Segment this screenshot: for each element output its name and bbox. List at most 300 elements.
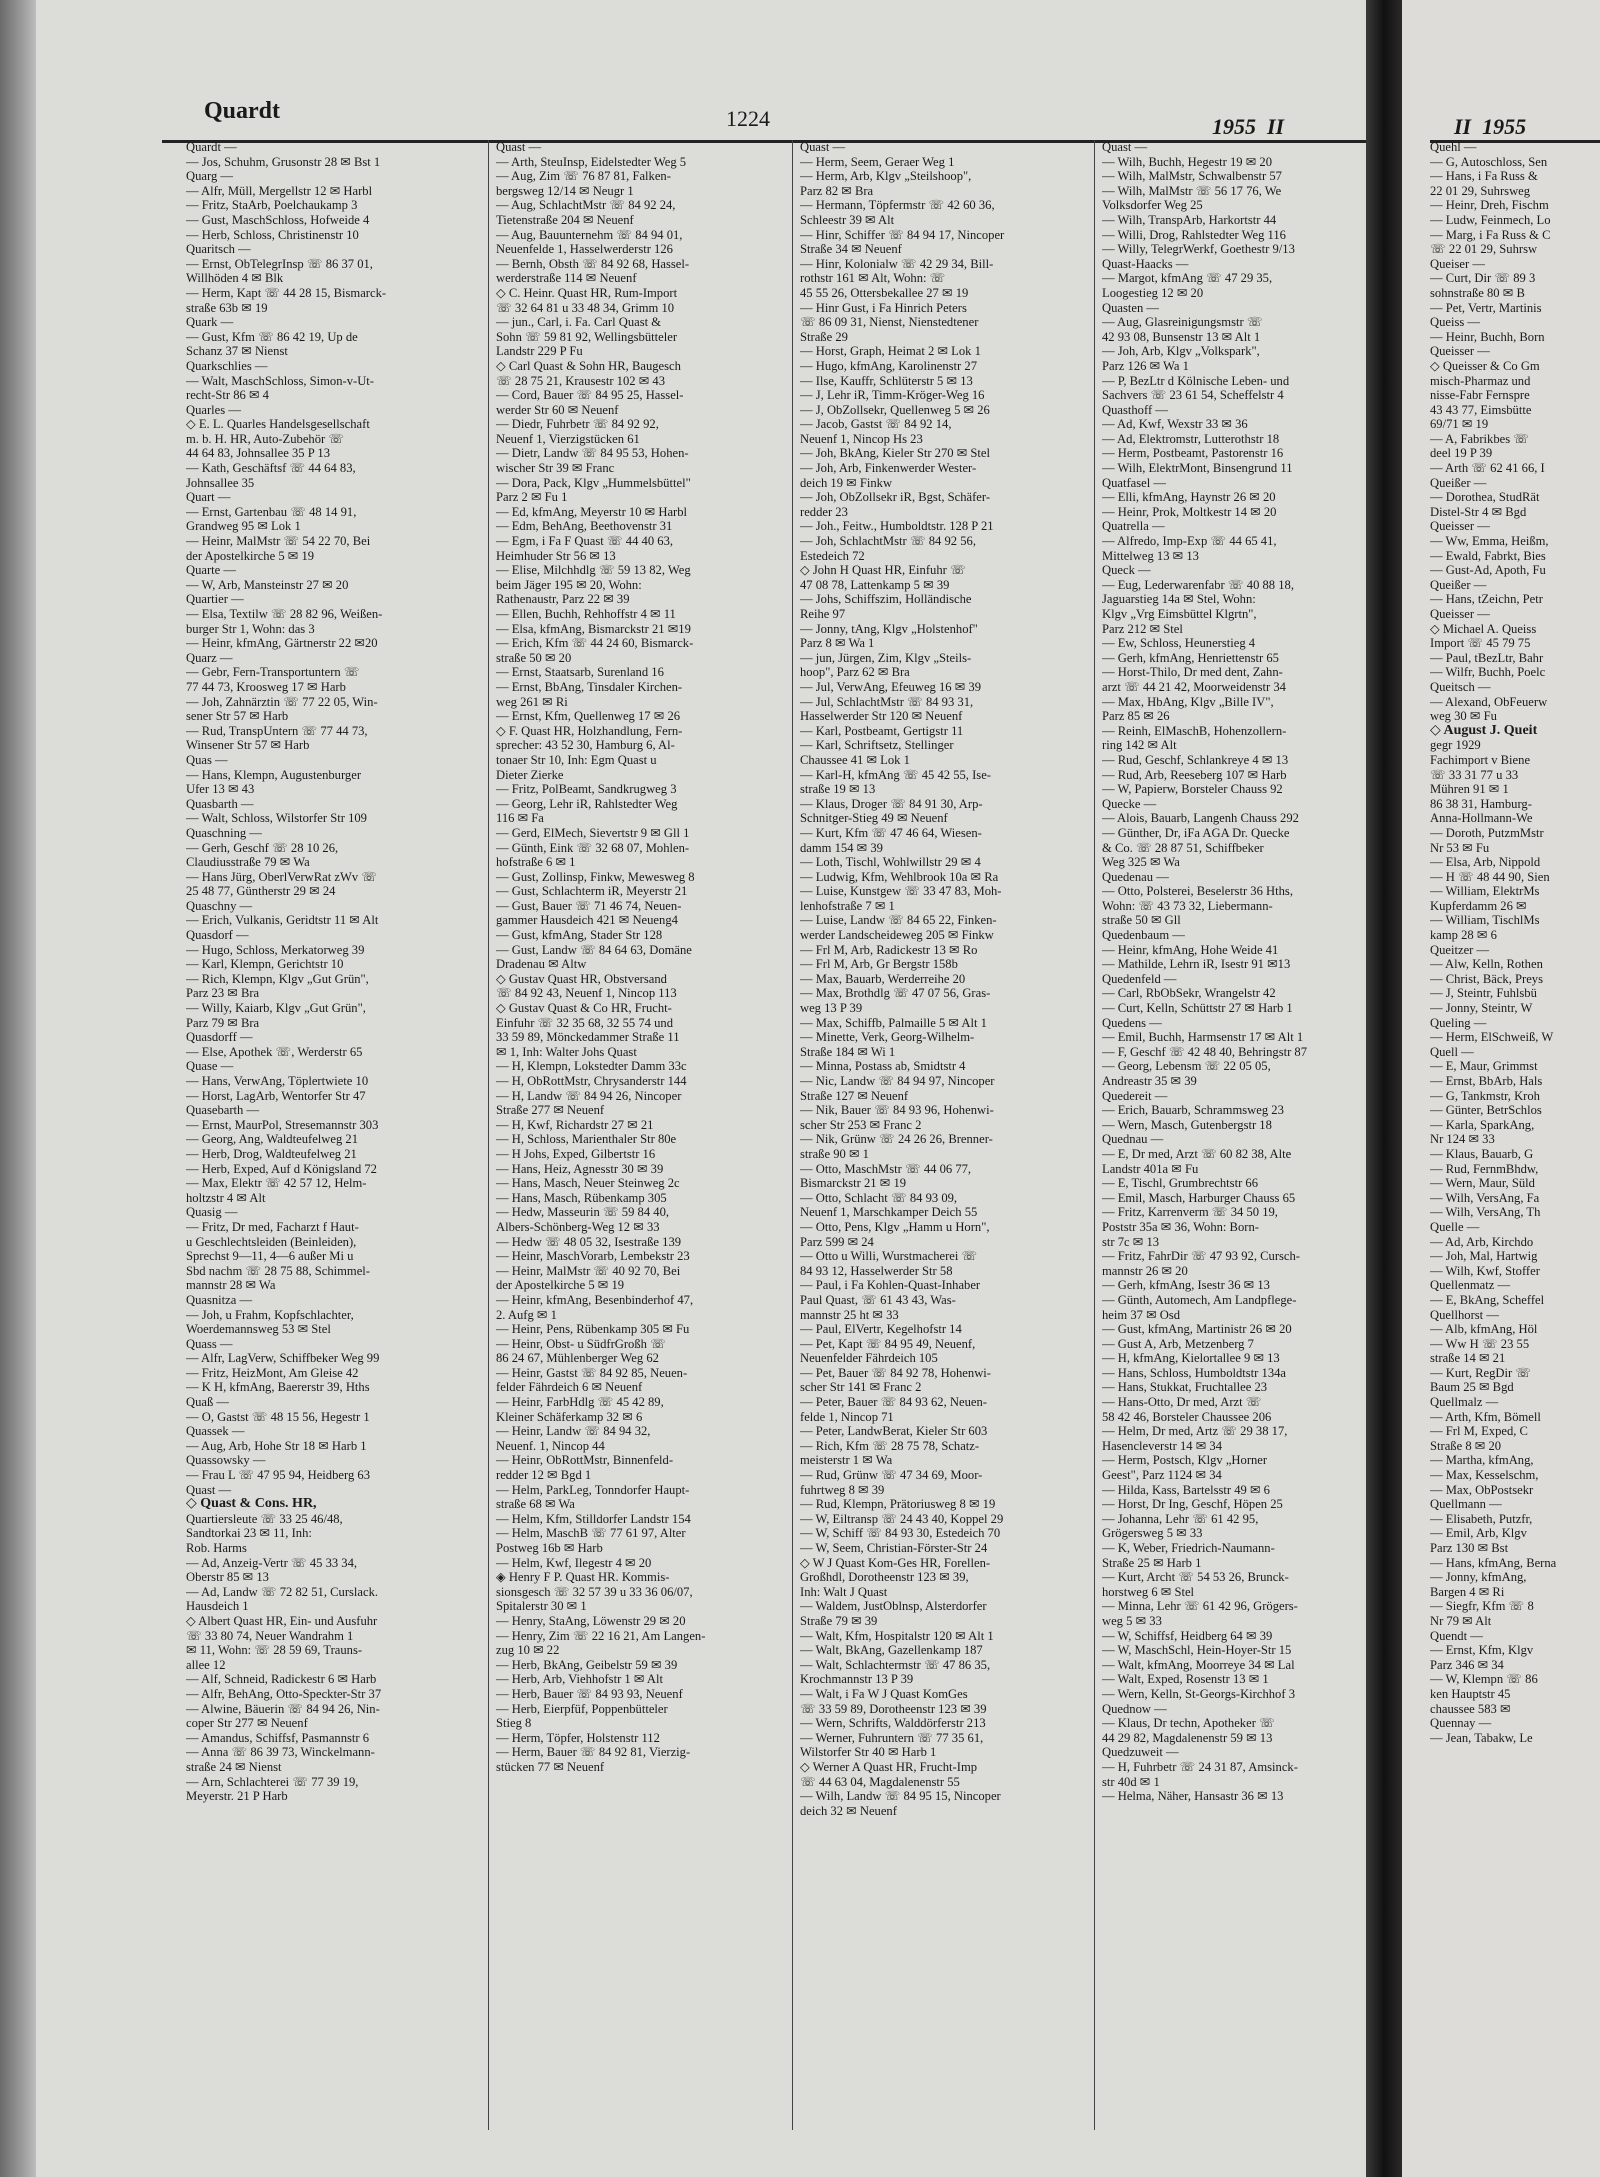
directory-entry-line: Quas — — [186, 752, 228, 767]
directory-entry-line: Neuenf 1, Nincop Hs 23 — [800, 431, 923, 446]
directory-entry-line: ☏ 28 75 21, Krausestr 102 ✉ 43 — [496, 373, 666, 388]
directory-entry-line: Weg 325 ✉ Wa — [1102, 855, 1180, 870]
directory-entry-line: — jun, Jürgen, Zim, Klgv „Steils- — [800, 650, 972, 665]
directory-entry-line: Quarte — — [186, 563, 237, 578]
directory-entry-line: Straße 29 — [800, 329, 848, 344]
directory-entry-line: Quellmann — — [1430, 1497, 1502, 1512]
directory-entry-line: — Walt, Kfm, Hospitalstr 120 ✉ Alt 1 — [800, 1628, 994, 1643]
directory-entry-line: — Fritz, StaArb, Poelchaukamp 3 — [186, 198, 358, 213]
directory-entry-line: — Helm, Kfm, Stilldorfer Landstr 154 — [496, 1511, 691, 1526]
directory-entry-line: ✉ 1, Inh: Walter Johs Quast — [496, 1044, 637, 1059]
directory-entry-line: — Emil, Masch, Harburger Chauss 65 — [1102, 1190, 1296, 1205]
directory-entry-line: Straße 8 ✉ 20 — [1430, 1438, 1502, 1453]
directory-entry-line: — J, Steintr, Fuhlsbü — [1430, 986, 1537, 1001]
directory-entry-line: chaussee 583 ✉ — [1430, 1701, 1511, 1716]
directory-entry-line: — Aug, SchlachtMstr ☏ 84 92 24, — [496, 198, 676, 213]
directory-entry-line: — Helma, Näher, Hansastr 36 ✉ 13 — [1102, 1789, 1284, 1804]
directory-entry-line: weg 30 ✉ Fu — [1430, 709, 1497, 724]
directory-entry-line: — Hugo, kfmAng, Karolinenstr 27 — [800, 358, 977, 373]
entry-column-2 — [496, 140, 788, 2130]
directory-entry-line: — Herm, Arb, Klgv „Steilshoop", — [800, 169, 972, 184]
directory-entry-line: 47 08 78, Lattenkamp 5 ✉ 39 — [800, 577, 950, 592]
directory-entry-line: — Willi, Drog, Rahlstedter Weg 116 — [1102, 227, 1286, 242]
directory-page-right — [1402, 0, 1600, 2177]
directory-entry-line: ◇ Michael A. Queiss — [1430, 621, 1537, 636]
directory-entry-line: — Hedw ☏ 48 05 32, Isestraße 139 — [496, 1234, 682, 1249]
directory-entry-line: — Mathilde, Lehrn iR, Isestr 91 ✉13 — [1102, 957, 1291, 972]
directory-entry-line: — Arn, Schlachterei ☏ 77 39 19, — [186, 1774, 359, 1789]
directory-entry-line: Volksdorfer Weg 25 — [1102, 198, 1203, 213]
directory-entry-line: — Herm, ElSchweiß, W — [1430, 1030, 1554, 1045]
directory-entry-line: ☏ 22 01 29, Suhrsw — [1430, 242, 1538, 257]
directory-entry-line: — Ernst, Gartenbau ☏ 48 14 91, — [186, 504, 357, 519]
directory-entry-line: Distel-Str 4 ✉ Bgd — [1430, 504, 1527, 519]
directory-entry-line: — Herm, Bauer ☏ 84 92 81, Vierzig- — [496, 1745, 691, 1760]
directory-entry-line: — Curt, Kelln, Schüttstr 27 ✉ Harb 1 — [1102, 1001, 1293, 1016]
directory-entry-line: — Pet, Vertr, Martinis — [1430, 300, 1542, 315]
directory-entry-line: — Heinr, FarbHdlg ☏ 45 42 89, — [496, 1395, 664, 1410]
directory-entry-line: — Willy, Kaiarb, Klgv „Gut Grün", — [186, 1001, 366, 1016]
directory-entry-line: Einfuhr ☏ 32 35 68, 32 55 74 und — [496, 1015, 674, 1030]
directory-entry-line: — Ad, Elektromstr, Lutterothstr 18 — [1102, 431, 1280, 446]
directory-entry-line: — H ☏ 48 44 90, Sien — [1430, 869, 1550, 884]
directory-entry-line: — Gust, kfmAng, Martinistr 26 ✉ 20 — [1102, 1322, 1292, 1337]
directory-entry-line: Quedens — — [1102, 1015, 1162, 1030]
directory-entry-line: Quasdorf — — [186, 928, 249, 943]
directory-entry-line: — Henry, StaAng, Löwenstr 29 ✉ 20 — [496, 1613, 686, 1628]
directory-entry-line: — Jonny, Steintr, W — [1430, 1001, 1533, 1016]
directory-entry-line: Chaussee 41 ✉ Lok 1 — [800, 752, 910, 767]
directory-entry-line: — Wilh, MalMstr ☏ 56 17 76, We — [1102, 183, 1282, 198]
directory-entry-line: — Margot, kfmAng ☏ 47 29 35, — [1102, 271, 1273, 286]
directory-entry-line: deich 19 ✉ Finkw — [800, 475, 893, 490]
directory-entry-line: Baum 25 ✉ Bgd — [1430, 1380, 1514, 1395]
directory-entry-line: — Erich, Vulkanis, Geridtstr 11 ✉ Alt — [186, 913, 379, 928]
directory-entry-line: — A, Fabrikbes ☏ — [1430, 431, 1530, 446]
directory-entry-line: deel 19 P 39 — [1430, 446, 1493, 461]
directory-entry-line: 42 93 08, Bunsenstr 13 ✉ Alt 1 — [1102, 329, 1261, 344]
directory-entry-line: — Elisabeth, Putzfr, — [1430, 1511, 1533, 1526]
directory-entry-line: Parz 130 ✉ Bst — [1430, 1541, 1509, 1555]
directory-entry-line: — Wilh, ElektrMont, Binsengrund 11 — [1102, 461, 1293, 476]
directory-entry-line: — Henry, Zim ☏ 22 16 21, Am Langen- — [496, 1628, 706, 1643]
directory-entry-line: hofstraße 6 ✉ 1 — [496, 855, 576, 870]
directory-entry-line: ◇ Queisser & Co Gm — [1430, 358, 1540, 373]
directory-entry-line: Neuenf. 1, Nincop 44 — [496, 1438, 605, 1453]
directory-entry-line: Rathenaustr, Parz 22 ✉ 39 — [496, 592, 630, 607]
directory-entry-line: bergsweg 12/14 ✉ Neugr 1 — [496, 183, 634, 198]
directory-entry-line: Quassowsky — — [186, 1453, 266, 1468]
directory-entry-line: — Horst-Thilo, Dr med dent, Zahn- — [1102, 665, 1283, 680]
directory-entry-line: ✉ 11, Wohn: ☏ 28 59 69, Trauns- — [186, 1643, 363, 1658]
directory-entry-line: — Walt, i Fa W J Quast KomGes — [800, 1686, 968, 1701]
directory-entry-line: — Aug, Glasreinigungsmstr ☏ — [1102, 315, 1263, 330]
directory-entry-line: straße 63b ✉ 19 — [186, 300, 268, 315]
directory-entry-line: sprecher: 43 52 30, Hamburg 6, Al- — [496, 738, 675, 753]
directory-entry-line: — Heinr, MalMstr ☏ 54 22 70, Bei — [186, 534, 371, 549]
directory-entry-line: — Helm, Dr med, Artz ☏ 29 38 17, — [1102, 1424, 1288, 1439]
directory-entry-line: — E, Dr med, Arzt ☏ 60 82 38, Alte — [1102, 1146, 1292, 1161]
directory-entry-line: — Gust, kfmAng, Stader Str 128 — [496, 928, 663, 943]
directory-entry-line: — Herm, Töpfer, Holstenstr 112 — [496, 1730, 660, 1745]
directory-entry-line: Straße 127 ✉ Neuenf — [800, 1088, 909, 1103]
directory-entry-line: — Hedw, Masseurin ☏ 59 84 40, — [496, 1205, 670, 1220]
directory-entry-line: — Jonny, tAng, Klgv „Holstenhof" — [800, 621, 978, 636]
directory-entry-line: — Otto, Pens, Klgv „Hamm u Horn", — [800, 1219, 990, 1234]
directory-entry-line: — Arth ☏ 62 41 66, I — [1430, 461, 1545, 476]
directory-entry-line: Quedereit — — [1102, 1088, 1168, 1103]
directory-entry-line: — Horst, LagArb, Wentorfer Str 47 — [186, 1088, 366, 1103]
directory-entry-line: — Hans, Heiz, Agnesstr 30 ✉ 39 — [496, 1161, 664, 1176]
directory-entry-line: — Erich, Bauarb, Schrammsweg 23 — [1102, 1103, 1284, 1118]
directory-entry-line: — Joh, ObZollsekr iR, Bgst, Schäfer- — [800, 490, 991, 505]
directory-entry-line: — Heinr, ObRottMstr, Binnenfeld- — [496, 1453, 674, 1468]
directory-entry-line: straße 68 ✉ Wa — [496, 1497, 575, 1512]
directory-entry-line: — Hugo, Schloss, Merkatorweg 39 — [186, 942, 365, 957]
directory-entry-line: — Rud, Arb, Reeseberg 107 ✉ Harb — [1102, 767, 1287, 782]
directory-entry-line: — Jean, Tabakw, Le — [1430, 1730, 1533, 1745]
directory-entry-line: — Bernh, Obsth ☏ 84 92 68, Hassel- — [496, 256, 690, 271]
directory-entry-line: — Ewald, Fabrkt, Bies — [1430, 548, 1546, 563]
directory-entry-line: — Ernst, ObTelegrInsp ☏ 86 37 01, — [186, 256, 373, 271]
directory-entry-line: hoop", Parz 62 ✉ Bra — [800, 665, 910, 680]
directory-entry-line: Quasthoff — — [1102, 402, 1168, 417]
directory-entry-line: — Eug, Lederwarenfabr ☏ 40 88 18, — [1102, 577, 1294, 592]
directory-entry-line: Willhöden 4 ✉ Blk — [186, 271, 284, 286]
page-header-keyword: Quardt — [204, 98, 281, 124]
directory-entry-line: — W, Papierw, Borsteler Chauss 92 — [1102, 782, 1283, 797]
directory-entry-line: Kleiner Schäferkamp 32 ✉ 6 — [496, 1409, 643, 1424]
book-gutter — [1366, 0, 1402, 2177]
directory-entry-line: — Gebr, Fern-Transportuntern ☏ — [186, 665, 360, 680]
directory-entry-line: — Pet, Bauer ☏ 84 92 78, Hohenwi- — [800, 1365, 991, 1380]
directory-entry-line: — W, MaschSchl, Hein-Hoyer-Str 15 — [1102, 1643, 1292, 1658]
directory-entry-line: — Wilh, VersAng, Fa — [1430, 1190, 1540, 1205]
directory-entry-line: Quaß — — [186, 1395, 230, 1410]
directory-entry-line: — Loth, Tischl, Wohlwillstr 29 ✉ 4 — [800, 855, 981, 870]
directory-entry-line: — Max, Kesselschm, — [1430, 1468, 1539, 1483]
directory-entry-line: Quaschning — — [186, 825, 262, 840]
directory-entry-line: — Wern, Maur, Süld — [1430, 1176, 1535, 1191]
directory-entry-line: — Gust-Ad, Apoth, Fu — [1430, 563, 1546, 578]
directory-entry-line: — Ed, kfmAng, Meyerstr 10 ✉ Harbl — [496, 504, 688, 519]
directory-entry-line: straße 19 ✉ 13 — [800, 782, 876, 797]
directory-entry-line: Oberstr 85 ✉ 13 — [186, 1570, 269, 1585]
directory-entry-line: Quedenbaum — — [1102, 928, 1185, 943]
directory-entry-line: — Gust, Kfm ☏ 86 42 19, Up de — [186, 329, 358, 344]
directory-entry-line: Quast — — [496, 140, 542, 154]
directory-entry-line: — Karl, Klempn, Gerichtstr 10 — [186, 957, 344, 972]
directory-entry-line: — Hans, Schloss, Humboldtstr 134a — [1102, 1365, 1287, 1380]
directory-entry-line: damm 154 ✉ 39 — [800, 840, 883, 855]
directory-entry-line: — Wilh, Landw ☏ 84 95 15, Nincoper — [800, 1789, 1001, 1804]
directory-entry-line: Schanz 37 ✉ Nienst — [186, 344, 288, 359]
directory-entry-line: felde 1, Nincop 71 — [800, 1409, 894, 1424]
directory-entry-line: — Fritz, HeizMont, Am Gleise 42 — [186, 1365, 359, 1380]
directory-entry-line: — Ernst, BbAng, Tinsdaler Kirchen- — [496, 679, 683, 694]
directory-entry-line: Straße 34 ✉ Neuenf — [800, 242, 902, 257]
directory-entry-line: Quast — — [186, 1482, 232, 1497]
directory-entry-line: Quecke — — [1102, 796, 1157, 811]
directory-entry-line: — Waldem, JustOblnsp, Alsterdorfer — [800, 1599, 987, 1614]
directory-entry-line: 25 48 77, Güntherstr 29 ✉ 24 — [186, 884, 336, 899]
directory-entry-line: — Ernst, BbArb, Hals — [1430, 1074, 1543, 1088]
directory-entry-line: felder Fährdeich 6 ✉ Neuenf — [496, 1380, 643, 1395]
directory-entry-line: — H, Klempn, Lokstedter Damm 33c — [496, 1059, 687, 1074]
directory-entry-line: Quarg — — [186, 169, 233, 184]
directory-entry-line: — Hans, i Fa Russ & — [1430, 169, 1538, 184]
directory-entry-line: rothstr 161 ✉ Alt, Wohn: ☏ — [800, 271, 946, 286]
directory-entry-line: — William, ElektrMs — [1430, 884, 1540, 899]
directory-entry-line: — Heinr, Gastst ☏ 84 92 85, Neuen- — [496, 1365, 688, 1380]
directory-entry-line: — W, Seem, Christian-Förster-Str 24 — [800, 1541, 988, 1555]
directory-entry-line: — Horst, Dr Ing, Geschf, Höpen 25 — [1102, 1497, 1283, 1512]
directory-entry-line: — Hans, Klempn, Augustenburger — [186, 767, 362, 782]
directory-entry-line: — Ernst, Kfm, Klgv — [1430, 1643, 1534, 1658]
directory-entry-line: — Heinr, MaschVorarb, Lembekstr 23 — [496, 1249, 690, 1264]
directory-entry-line: mannstr 25 ht ✉ 33 — [800, 1307, 899, 1322]
directory-entry-line: — Else, Apothek ☏, Werderstr 65 — [186, 1044, 363, 1059]
directory-entry-line: — Alois, Bauarb, Langenh Chauss 292 — [1102, 811, 1299, 826]
directory-entry-line: Landstr 229 P Fu — [496, 344, 583, 359]
directory-entry-line: Neuenfelder Fährdeich 105 — [800, 1351, 938, 1366]
directory-entry-line: Hausdeich 1 — [186, 1599, 249, 1614]
directory-entry-line: Sachvers ☏ 23 61 54, Scheffelstr 4 — [1102, 388, 1284, 403]
directory-entry-line: Dieter Zierke — [496, 767, 564, 782]
directory-entry-line: 33 59 89, Mönckedammer Straße 11 — [496, 1030, 680, 1045]
directory-entry-line: — Joh, Zahnärztin ☏ 77 22 05, Win- — [186, 694, 378, 709]
directory-entry-line: Quarz — — [186, 650, 233, 665]
directory-entry-line: 86 38 31, Hamburg- — [1430, 796, 1532, 811]
directory-entry-line: Quast — — [800, 140, 846, 154]
directory-entry-line: — Arth, SteuInsp, Eidelstedter Weg 5 — [496, 154, 687, 169]
directory-entry-line: — Heinr, Dreh, Fischm — [1430, 198, 1549, 213]
directory-entry-line: — Max, Brothdlg ☏ 47 07 56, Gras- — [800, 986, 991, 1001]
directory-entry-line: Reihe 97 — [800, 607, 846, 621]
directory-entry-line: Quartiersleute ☏ 33 25 46/48, — [186, 1511, 343, 1526]
directory-entry-line: Queisser — — [1430, 344, 1490, 359]
directory-entry-line: — Georg, Ang, Waldteufelweg 21 — [186, 1132, 359, 1147]
directory-entry-line: — Nik, Bauer ☏ 84 93 96, Hohenwi- — [800, 1103, 994, 1118]
directory-entry-line: Meyerstr. 21 P Harb — [186, 1789, 288, 1804]
directory-entry-line: beim Jäger 195 ✉ 20, Wohn: — [496, 577, 642, 592]
directory-entry-line: — Hans Jürg, OberlVerwRat zWv ☏ — [186, 869, 378, 884]
directory-entry-line: — Günter, BetrSchlos — [1430, 1103, 1542, 1118]
directory-entry-line: — G, Autoschloss, Sen — [1430, 154, 1548, 169]
directory-entry-line: lenhofstraße 7 ✉ 1 — [800, 898, 895, 913]
column-divider — [1094, 140, 1095, 2130]
directory-entry-line: — Cord, Bauer ☏ 84 95 25, Hassel- — [496, 388, 684, 403]
directory-entry-line: Andreastr 35 ✉ 39 — [1102, 1074, 1197, 1088]
directory-entry-line: — Johanna, Lehr ☏ 61 42 95, — [1102, 1511, 1259, 1526]
directory-entry-line: Straße 184 ✉ Wi 1 — [800, 1044, 896, 1059]
directory-entry-line: — Max, Schiffb, Palmaille 5 ✉ Alt 1 — [800, 1015, 987, 1030]
directory-entry-line: — Joh, BkAng, Kieler Str 270 ✉ Stel — [800, 446, 991, 461]
directory-entry-line: — Hans, Masch, Neuer Steinweg 2c — [496, 1176, 680, 1191]
directory-entry-line: arzt ☏ 44 21 42, Moorweidenstr 34 — [1102, 679, 1286, 694]
directory-entry-line: — Walt, Schlachtermstr ☏ 47 86 35, — [800, 1657, 991, 1672]
directory-entry-line: str 40d ✉ 1 — [1102, 1774, 1160, 1789]
directory-entry-line: — Karl, Postbeamt, Gertigstr 11 — [800, 723, 964, 738]
directory-entry-line: Quehl — — [1430, 140, 1477, 154]
directory-entry-line: ◇ F. Quast HR, Holzhandlung, Fern- — [496, 723, 683, 738]
directory-entry-line: fuhrtweg 8 ✉ 39 — [800, 1482, 885, 1497]
directory-entry-line: — Doroth, PutzmMstr — [1430, 825, 1544, 840]
directory-entry-line: sohnstraße 80 ✉ B — [1430, 285, 1525, 300]
directory-entry-line: — Joh, SchlachtMstr ☏ 84 92 56, — [800, 534, 976, 549]
directory-entry-line: Quasebarth — — [186, 1103, 260, 1118]
directory-entry-line: Sohn ☏ 59 81 92, Wellingsbütteler — [496, 329, 678, 344]
entry-column-5 — [1430, 140, 1600, 2130]
directory-entry-line: — Egm, i Fa F Quast ☏ 44 40 63, — [496, 534, 674, 549]
directory-entry-line: — Otto u Willi, Wurstmacherei ☏ — [800, 1249, 978, 1264]
directory-entry-line: Straße 25 ✉ Harb 1 — [1102, 1555, 1202, 1570]
directory-entry-line: — Ad, Kwf, Wexstr 33 ✉ 36 — [1102, 417, 1248, 432]
directory-entry-line: — O, Gastst ☏ 48 15 56, Hegestr 1 — [186, 1409, 370, 1424]
directory-entry-line: Bismarckstr 21 ✉ 19 — [800, 1176, 907, 1191]
directory-entry-line: — Jacob, Gastst ☏ 84 92 14, — [800, 417, 952, 432]
directory-entry-line: Parz 85 ✉ 26 — [1102, 709, 1170, 724]
directory-entry-line: — Jul, SchlachtMstr ☏ 84 93 31, — [800, 694, 974, 709]
directory-entry-line: — K, Weber, Friedrich-Naumann- — [1102, 1541, 1275, 1555]
directory-entry-line: — Alw, Kelln, Rothen — [1430, 957, 1543, 972]
directory-entry-line: — Kurt, Kfm ☏ 47 46 64, Wiesen- — [800, 825, 982, 840]
directory-entry-line: — Gust A, Arb, Metzenberg 7 — [1102, 1336, 1254, 1351]
directory-entry-line: ◇ C. Heinr. Quast HR, Rum-Import — [496, 285, 678, 300]
directory-entry-line: — Willy, TelegrWerkf, Goethestr 9/13 — [1102, 242, 1295, 257]
directory-entry-line: — Rich, Kfm ☏ 28 75 78, Schatz- — [800, 1438, 980, 1453]
directory-entry-line: Straße 79 ✉ 39 — [800, 1613, 878, 1628]
directory-entry-line: — Elsa, kfmAng, Bismarckstr 21 ✉19 — [496, 621, 691, 636]
directory-entry-line: Parz 8 ✉ Wa 1 — [800, 636, 875, 651]
directory-entry-line: — Joh, Mal, Hartwig — [1430, 1249, 1538, 1264]
directory-entry-line: — Minette, Verk, Georg-Wilhelm- — [800, 1030, 975, 1045]
directory-entry-line: Quasnitza — — [186, 1292, 253, 1307]
directory-entry-line: ◇ Albert Quast HR, Ein- und Ausfuhr — [186, 1613, 378, 1628]
directory-entry-line: — Otto, MaschMstr ☏ 44 06 77, — [800, 1161, 972, 1176]
directory-entry-line: — Alfr, LagVerw, Schiffbeker Weg 99 — [186, 1351, 380, 1366]
directory-entry-line: Neuenf 1, Marschkamper Deich 55 — [800, 1205, 978, 1220]
directory-entry-line: werderstraße 114 ✉ Neuenf — [496, 271, 637, 286]
directory-entry-line: — Walt, kfmAng, Moorreye 34 ✉ Lal — [1102, 1657, 1295, 1672]
directory-entry-line: — Kath, Geschäftsf ☏ 44 64 83, — [186, 461, 356, 476]
directory-entry-line: — Rud, FernmBhdw, — [1430, 1161, 1539, 1176]
directory-entry-line: — Hinr, Schiffer ☏ 84 94 17, Nincoper — [800, 227, 1005, 242]
directory-entry-line: — Jos, Schuhm, Grusonstr 28 ✉ Bst 1 — [186, 154, 381, 169]
directory-entry-line: — Karla, SparkAng, — [1430, 1117, 1535, 1132]
directory-entry-line: — Emil, Buchh, Harmsenstr 17 ✉ Alt 1 — [1102, 1030, 1304, 1045]
directory-entry-line: Quaschny — — [186, 898, 253, 913]
directory-entry-line: 116 ✉ Fa — [496, 811, 544, 826]
directory-entry-line: ◇ Carl Quast & Sohn HR, Baugesch — [496, 358, 681, 373]
directory-entry-line: — Kurt, RegDir ☏ — [1430, 1365, 1532, 1380]
directory-entry-line: — Walt, Schloss, Wilstorfer Str 109 — [186, 811, 367, 826]
directory-entry-line: werder Str 60 ✉ Neuenf — [496, 402, 619, 417]
directory-entry-line: — Peter, Bauer ☏ 84 93 62, Neuen- — [800, 1395, 987, 1410]
directory-entry-line: Jaguarstieg 14a ✉ Stel, Wohn: — [1102, 592, 1256, 607]
directory-entry-line: Quednau — — [1102, 1132, 1164, 1147]
directory-entry-line: Quendt — — [1430, 1628, 1483, 1643]
directory-entry-line: Parz 2 ✉ Fu 1 — [496, 490, 568, 505]
directory-entry-line: straße 50 ✉ Gll — [1102, 913, 1181, 928]
directory-entry-line: holtzstr 4 ✉ Alt — [186, 1190, 266, 1205]
directory-entry-line: — Joh, Arb, Klgv „Volkspark", — [1102, 344, 1260, 359]
directory-entry-line: Heimhuder Str 56 ✉ 13 — [496, 548, 616, 563]
directory-entry-line: — Wern, Masch, Gutenbergstr 18 — [1102, 1117, 1272, 1132]
directory-entry-line: gegr 1929 — [1430, 738, 1481, 753]
directory-entry-line: — Fritz, Dr med, Facharzt f Haut- — [186, 1219, 359, 1234]
directory-entry-line: Wilstorfer Str 40 ✉ Harb 1 — [800, 1745, 937, 1760]
directory-entry-line: — Wilh, TranspArb, Harkortstr 44 — [1102, 212, 1277, 227]
directory-entry-line: — Heinr, kfmAng, Besenbinderhof 47, — [496, 1292, 694, 1307]
directory-entry-line: — W, Eiltransp ☏ 24 43 40, Koppel 29 — [800, 1511, 1004, 1526]
directory-entry-line: Sbd nachm ☏ 28 75 88, Schimmel- — [186, 1263, 370, 1278]
directory-entry-line: — P, BezLtr d Kölnische Leben- und — [1102, 373, 1290, 388]
directory-entry-line: tonaer Str 10, Inh: Egm Quast u — [496, 752, 657, 767]
directory-entry-line: Parz 212 ✉ Stel — [1102, 621, 1183, 636]
page-header-page-number: 1224 — [726, 106, 770, 131]
directory-entry-line: — Wilh, Kwf, Stoffer — [1430, 1263, 1540, 1278]
directory-entry-line: wischer Str 39 ✉ Franc — [496, 461, 615, 476]
directory-entry-line: Queißer — — [1430, 577, 1487, 592]
directory-entry-line: — Heinr, Landw ☏ 84 94 32, — [496, 1424, 651, 1439]
directory-entry-line: — Ludwig, Kfm, Wehlbrook 10a ✉ Ra — [800, 869, 999, 884]
directory-entry-line: Wohn: ☏ 43 73 32, Liebermann- — [1102, 898, 1273, 913]
directory-entry-line: — Hans, kfmAng, Berna — [1430, 1555, 1557, 1570]
directory-entry-line: sener Str 57 ✉ Harb — [186, 709, 289, 724]
directory-entry-line: — William, TischlMs — [1430, 913, 1540, 928]
directory-entry-line: ☏ 33 80 74, Neuer Wandrahm 1 — [186, 1628, 354, 1643]
directory-entry-line: — Rich, Klempn, Klgv „Gut Grün", — [186, 971, 369, 986]
directory-entry-line: — H Johs, Exped, Gilbertstr 16 — [496, 1146, 656, 1161]
directory-entry-line: — Hermann, Töpfermstr ☏ 42 60 36, — [800, 198, 995, 213]
directory-entry-line: — Wilh, Buchh, Hegestr 19 ✉ 20 — [1102, 154, 1273, 169]
directory-entry-line: — Herm, Postbeamt, Pastorenstr 16 — [1102, 446, 1284, 461]
directory-entry-line: — W, Arb, Mansteinstr 27 ✉ 20 — [186, 577, 349, 592]
directory-entry-line: — F, Geschf ☏ 42 48 40, Behringstr 87 — [1102, 1044, 1308, 1059]
directory-entry-line: — Heinr, Buchh, Born — [1430, 329, 1545, 344]
directory-entry-line: Quellmalz — — [1430, 1395, 1499, 1410]
directory-entry-line: — Minna, Lehr ☏ 61 42 96, Grögers- — [1102, 1599, 1298, 1614]
directory-entry-line: — Minna, Postass ab, Smidtstr 4 — [800, 1059, 966, 1074]
directory-entry-line: Quass — — [186, 1336, 233, 1351]
directory-entry-line: — Dorothea, StudRät — [1430, 490, 1540, 505]
directory-entry-line: — Karl-H, kfmAng ☏ 45 42 55, Ise- — [800, 767, 991, 782]
directory-entry-line: — Ad, Arb, Kirchdo — [1430, 1234, 1534, 1249]
directory-entry-line: Postweg 16b ✉ Harb — [496, 1541, 603, 1555]
directory-entry-line: 22 01 29, Suhrsweg — [1430, 183, 1531, 198]
directory-entry-line: heim 37 ✉ Osd — [1102, 1307, 1181, 1322]
directory-entry-line: — Jonny, kfmAng, — [1430, 1570, 1527, 1585]
directory-entry-line: Quardt — — [186, 140, 237, 154]
directory-entry-line: — Heinr, kfmAng, Gärtnerstr 22 ✉20 — [186, 636, 378, 651]
directory-entry-line: — H, Fuhrbetr ☏ 24 31 87, Amsinck- — [1102, 1759, 1298, 1774]
directory-entry-line: — Herb, BkAng, Geibelstr 59 ✉ 39 — [496, 1657, 678, 1672]
directory-entry-line: Quaritsch — — [186, 242, 251, 257]
directory-entry-line: u Geschlechtsleiden (Beinleiden), — [186, 1234, 357, 1249]
directory-page-left — [36, 0, 1366, 2177]
directory-entry-line: — Reinh, ElMaschB, Hohenzollern- — [1102, 723, 1287, 738]
directory-entry-line: — Hinr Gust, i Fa Hinrich Peters — [800, 300, 967, 315]
directory-entry-line: — Alwine, Bäuerin ☏ 84 94 26, Nin- — [186, 1701, 380, 1716]
directory-entry-line: redder 12 ✉ Bgd 1 — [496, 1468, 592, 1483]
directory-entry-line: — Johs, Schiffszim, Holländische — [800, 592, 972, 607]
column-divider — [488, 140, 489, 2130]
directory-entry-line: — Herb, Eierpfüf, Poppenbütteler — [496, 1701, 668, 1716]
directory-entry-line: straße 50 ✉ 20 — [496, 650, 572, 665]
directory-entry-line: — Peter, LandwBerat, Kieler Str 603 — [800, 1424, 988, 1439]
directory-entry-line: ☏ 44 63 04, Magdalenenstr 55 — [800, 1774, 960, 1789]
